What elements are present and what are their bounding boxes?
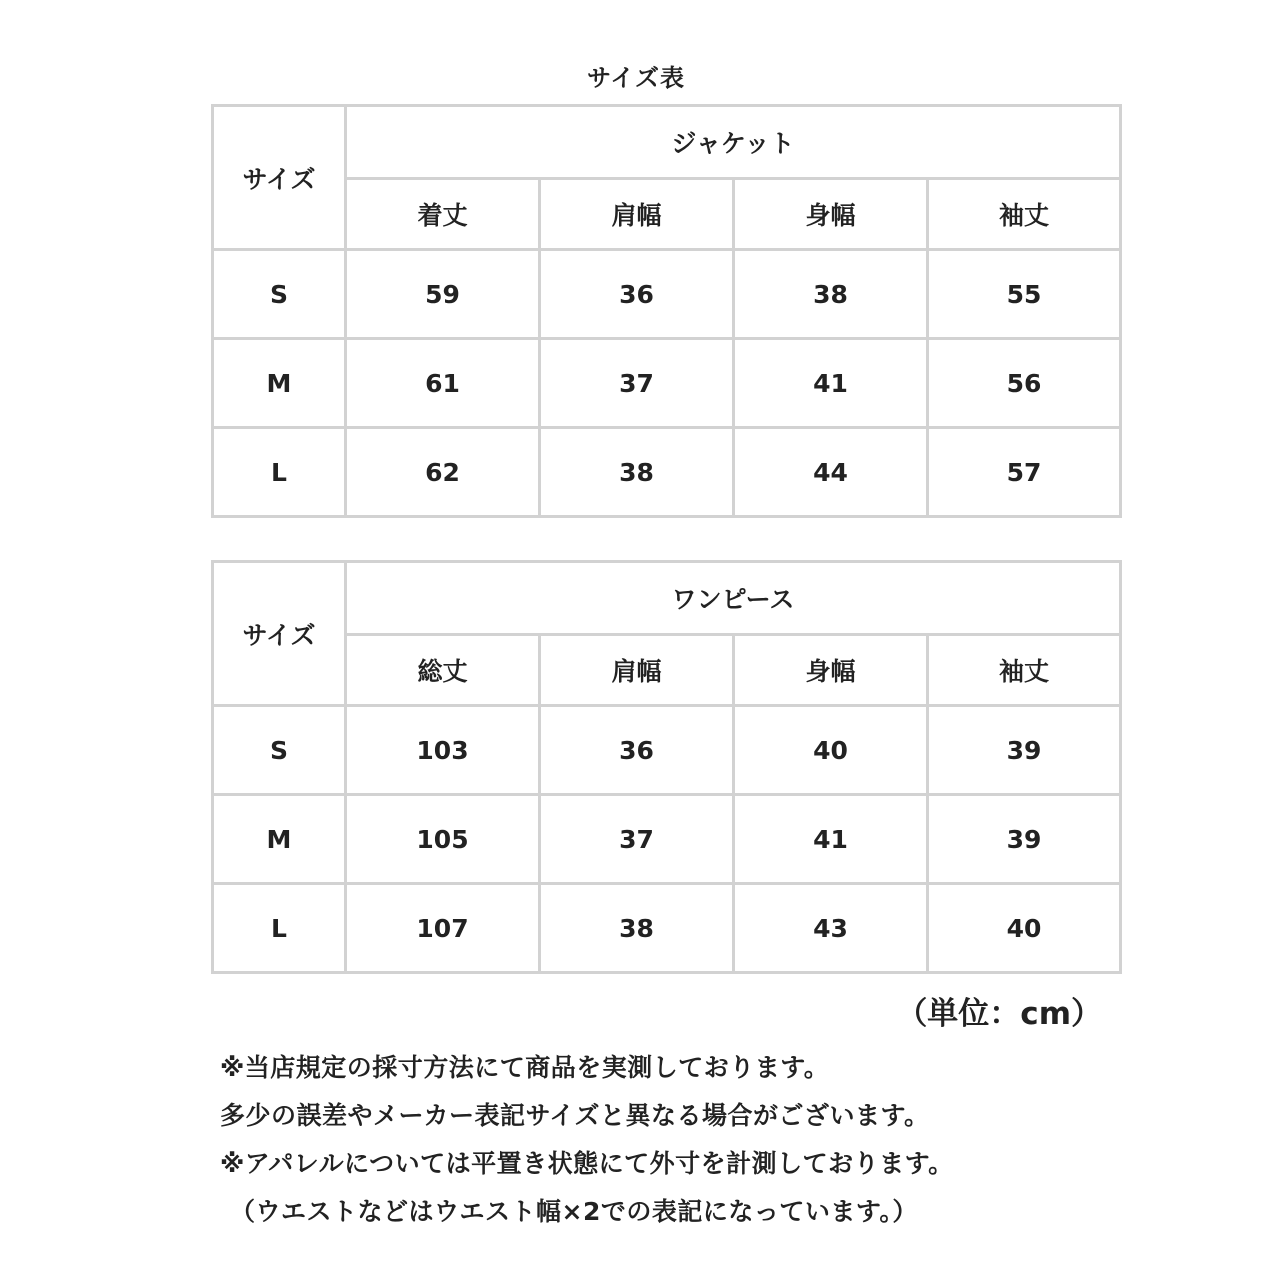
column-header: 肩幅: [540, 635, 734, 706]
size-label: M: [213, 795, 346, 884]
size-label: S: [213, 706, 346, 795]
table-row: [213, 795, 1121, 884]
size-label: L: [213, 428, 346, 517]
table-cell: 56: [928, 339, 1121, 428]
jacket-size-table: [211, 104, 1122, 518]
column-header: 袖丈: [928, 635, 1121, 706]
table-header-row: [213, 106, 1121, 179]
group-header: ジャケット: [346, 106, 1121, 179]
size-label: M: [213, 339, 346, 428]
table-cell: 41: [734, 795, 928, 884]
table-cell: 37: [540, 795, 734, 884]
size-label: S: [213, 250, 346, 339]
table-cell: 59: [346, 250, 540, 339]
column-header: 身幅: [734, 179, 928, 250]
table-cell: 38: [540, 428, 734, 517]
onepiece-size-table: [211, 560, 1122, 974]
table-cell: 37: [540, 339, 734, 428]
column-header: 肩幅: [540, 179, 734, 250]
column-header: 着丈: [346, 179, 540, 250]
column-header: 身幅: [734, 635, 928, 706]
table-cell: 103: [346, 706, 540, 795]
table-header-row: [213, 562, 1121, 635]
table-cell: 39: [928, 795, 1121, 884]
unit-note: （単位：cm）: [896, 996, 1102, 1032]
table-row: [213, 706, 1121, 795]
size-column-header: サイズ: [213, 106, 346, 250]
notes-block: [220, 1044, 1260, 1236]
table-cell: 44: [734, 428, 928, 517]
table-cell: 61: [346, 339, 540, 428]
table-cell: 38: [540, 884, 734, 973]
size-column-header: サイズ: [213, 562, 346, 706]
note-line: ※当店規定の採寸方法にて商品を実測しております。: [220, 1053, 830, 1082]
column-header-row: [213, 635, 1121, 706]
table-cell: 43: [734, 884, 928, 973]
column-header: 袖丈: [928, 179, 1121, 250]
table-row: [213, 339, 1121, 428]
table-row: [213, 884, 1121, 973]
table-cell: 41: [734, 339, 928, 428]
page-title: サイズ表: [586, 64, 686, 92]
table-cell: 38: [734, 250, 928, 339]
column-header-row: [213, 179, 1121, 250]
table-cell: 62: [346, 428, 540, 517]
note-line: 多少の誤差やメーカー表記サイズと異なる場合がございます。: [220, 1101, 930, 1130]
table-cell: 57: [928, 428, 1121, 517]
note-line: （ウエストなどはウエスト幅×2での表記になっています。）: [230, 1197, 918, 1226]
table-cell: 39: [928, 706, 1121, 795]
column-header: 総丈: [346, 635, 540, 706]
table-cell: 36: [540, 706, 734, 795]
table-cell: 105: [346, 795, 540, 884]
table-row: [213, 250, 1121, 339]
table-row: [213, 428, 1121, 517]
note-line: ※アパレルについては平置き状態にて外寸を計測しております。: [220, 1149, 954, 1178]
table-cell: 40: [734, 706, 928, 795]
table-cell: 55: [928, 250, 1121, 339]
group-header: ワンピース: [346, 562, 1121, 635]
table-cell: 40: [928, 884, 1121, 973]
table-cell: 36: [540, 250, 734, 339]
table-cell: 107: [346, 884, 540, 973]
size-label: L: [213, 884, 346, 973]
